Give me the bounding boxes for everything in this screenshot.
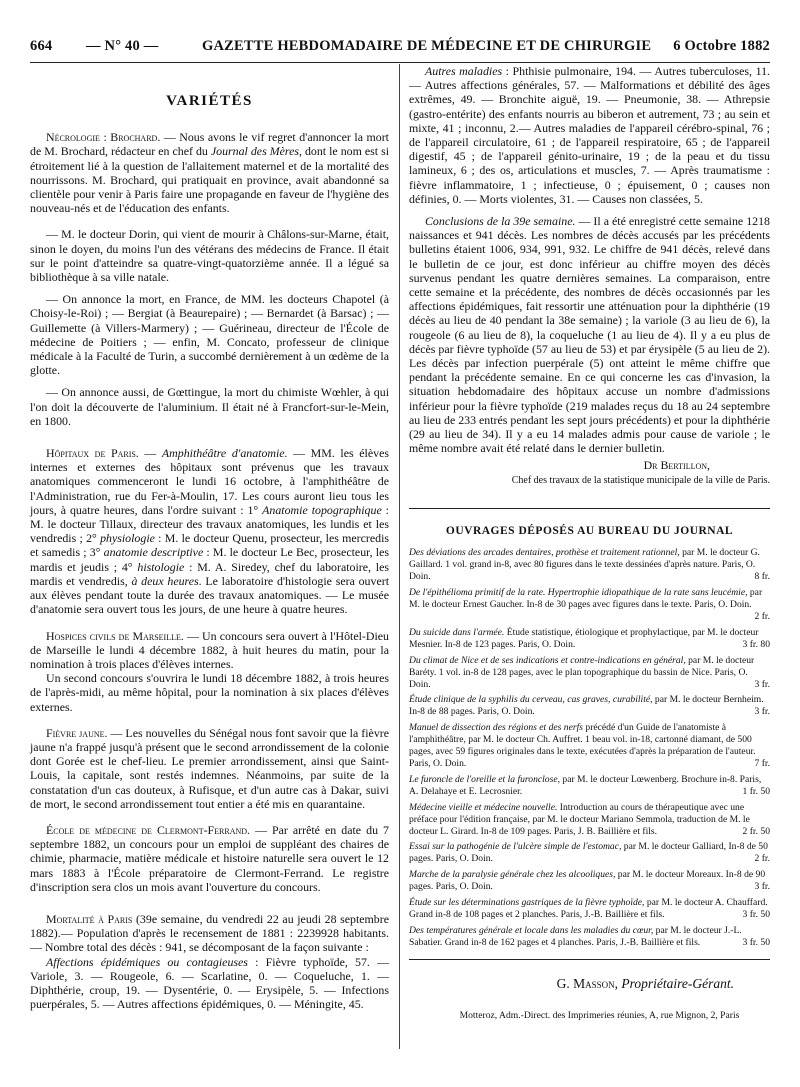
ouvrage-entry [409, 587, 770, 623]
chapotel-paragraph: — On annonce la mort, en France, de MM. les docteurs Chapotel (à Choisy-le-Roi) ; — Bergiat (à Beaurepaire) ; — Bernardet (à Barsac) ; — Guillemette (à Villers-Marmery) ; — Guérineau, directeur de l'École de médecine de Poitiers ; — enfin, M. Concato, professeur de clinique médicale à la Faculté de Turin, a succombé dernièrement à un œdème de la glotte. [30, 292, 389, 378]
ouvrage-entry [409, 802, 770, 838]
ouvrage-price: 2 fr. 50 [742, 825, 770, 837]
ouvrage-title: Manuel de dissection des régions et des nerfs [409, 722, 583, 734]
necrologie-lead: Nécrologie : Brochard. [46, 130, 161, 145]
ouvrage-title: Des températures générale et locale dans les maladies du cœur, [409, 924, 654, 936]
marseille-paragraph [30, 629, 389, 672]
mortalite-lead: Mortalité à Paris [46, 911, 133, 926]
course-5-text: . Le laboratoire d'histologie sera ouvert aux élèves pendant toute la durée des travaux anatomiques. — Le musée d'anatomie sera ouvert tous les jours, de une heure à quatre heures. [30, 573, 389, 617]
column-divider [399, 64, 400, 1049]
fievre-paragraph [30, 726, 389, 811]
ouvrage-entry [409, 627, 770, 651]
marseille-paragraph-2: Un second concours s'ouvrira le lundi 18 décembre 1882, à trois heures de l'après-midi, au même hôpital, pour la nomination à six places d'élèves externes. [30, 671, 389, 714]
gerant-role: Propriétaire-Gérant. [621, 975, 734, 991]
ouvrage-entry [409, 841, 770, 865]
clermont-text: — Par arrêté en date du 7 septembre 1882, un concours pour un emploi de suppléant des chaires de chimie, pharmacie, matière médicale et histoire naturelle sera ouvert le 12 mars 1883 à l'École préparatoire de Clermont-Ferrand. Le registre d'inscription sera clos un mois avant l'ouverture du concours. [30, 822, 390, 894]
ouvrage-title: Étude clinique de la syphilis du cerveau, cas graves, curabilité, [409, 694, 653, 706]
conclusions-paragraph [409, 214, 770, 455]
ouvrage-price: 3 fr. [754, 678, 770, 690]
ouvrage-details: par M. le docteur Lœwenberg. Brochure in-8. Paris, A. Delahaye et E. Lecrosnier. [409, 773, 762, 797]
page-number: 664 [30, 38, 53, 54]
ouvrage-details: par M. le docteur Bernheim. In-8 de 88 pages. Paris, O. Doin. [409, 694, 764, 718]
mortalite-paragraph [30, 912, 389, 955]
ouvrage-title: De l'épithélioma primitif de la rate. Hypertrophie idiopathique de la rate sans leucémie, [409, 587, 748, 599]
issue-date: 6 Octobre 1882 [673, 38, 770, 54]
hopitaux-paragraph [30, 446, 389, 616]
ouvrage-entry [409, 655, 770, 691]
fievre-text: — Les nouvelles du Sénégal nous font savoir que la fièvre jaune n'a frappé jusqu'à présent que le second arrondissement de la colonie dont Gorée est le chef-lieu. Le premier arrondissement, ainsi que Saint-Louis, la capitale, sont restés indemnes. Néanmoins, par suite de la constatation d'un cas douteux, à Rufisque, et d'un autre cas à Dakar, suivi de mort, le second arrondissement tout entier a été mis en quarantaine. [30, 725, 389, 811]
ouvrage-details: par M. le docteur G. Gaillard. 1 vol. grand in-8, avec 80 figures dans le texte dessinées d'après nature. Paris, O. Doin. [409, 547, 760, 583]
header-rule [30, 62, 770, 63]
ouvrage-entry [409, 722, 770, 770]
course-2: physiologie [100, 531, 155, 546]
section-title: VARIÉTÉS [166, 93, 253, 109]
ouvrage-price: 3 fr. 50 [742, 908, 770, 920]
ouvrage-entry [409, 869, 770, 893]
journal-title: GAZETTE HEBDOMADAIRE DE MÉDECINE ET DE CHIRURGIE [202, 38, 652, 54]
ouvrage-title: Du climat de Nice et de ses indications et contre-indications en général, [409, 654, 686, 666]
affections-lead: Affections épidémiques ou contagieuses [46, 954, 248, 969]
hopitaux-sub: Amphithéâtre d'anatomie. [161, 446, 288, 461]
dorin-paragraph: — M. le docteur Dorin, qui vient de mourir à Châlons-sur-Marne, était, sinon le doyen, du moins l'un des vétérans des médecins de France. Il était sur le point d'atteindre sa quatre-vingt-quatorzième année. Il a légué sa bibliothèque à sa ville natale. [30, 227, 389, 285]
ouvrage-price: 3 fr. 50 [742, 936, 770, 948]
clermont-paragraph [30, 823, 389, 894]
necrologie-text-a: — Nous avons le vif regret d'annoncer la mort de M. Brochard, rédacteur en chef du [30, 130, 389, 159]
journal-des-meres: Journal des Mères [210, 144, 299, 159]
ouvrage-price: 3 fr. [754, 706, 770, 718]
woehler-paragraph: — On annonce aussi, de Gœttingue, la mort du chimiste Wœhler, à qui l'on doit la découverte de l'aluminium. Il était né à Francfort-sur-le-Mein, en 1800. [30, 385, 389, 428]
ouvrage-price: 7 fr. [754, 757, 770, 769]
ouvrage-price: 2 fr. [754, 853, 770, 865]
ouvrage-price: 3 fr. 80 [742, 638, 770, 650]
ouvrage-details: par M. le docteur Galliard, In-8 de 50 pages. Paris, O. Doin. [409, 841, 768, 865]
course-5: à deux heures [131, 573, 199, 588]
marseille-text: — Un concours sera ouvert à l'Hôtel-Dieu de Marseille le lundi 4 décembre 1882, à huit heures du matin, pour la nomination à trois places d'élèves internes. [30, 628, 389, 671]
ouvrage-details: par M. le docteur Ernest Gaucher. In-8 de 30 pages avec figures dans le texte. Paris, O. Doin. [409, 587, 763, 611]
ouvrage-title: Médecine vieille et médecine nouvelle. [409, 801, 558, 813]
ouvrage-title: Des déviations des arcades dentaires, prothèse et traitement rationnel, [409, 547, 680, 559]
right-column [409, 64, 770, 1021]
ouvrage-title: Du suicide dans l'armée. [409, 626, 505, 638]
ouvrage-details: par M. le docteur J.-L. Sabatier. Grand in-8 de 162 pages et 4 planches. Paris, J.-B. Baillière et fils. [409, 924, 742, 948]
conclusions-text: — Il a été enregistré cette semaine 1218 naissances et 941 décès. Les nombres de décès accusés par les précédents bulletins étaient 1006, 934, 991, 932. Le chiffre de 941 décès, relevé dans le bulletin de ce jour, est donc inférieur au chiffre moyen des décès survenus pendant les quatre dernières semaines. La comparaison, entre cette semaine et la précédente, des nombres de décès occasionnés par les affections épidémiques, fait ressortir une atténuation pour la diphthérie (19 décès au lieu de 40 pendant la 38e semaine) ; la variole (3 au lieu de 6), la rougeole (6 au lieu de 8), la coqueluche (1 au lieu de 4). Il y a eu plus de décès par fièvre typhoïde (57 au lieu de 53) et par érysipèle (5 au lieu de 2). Les décès par infection puerpérale (5) ont atteint le même chiffre que pendant la précédente semaine. En ce qui concerne les cas d'invasion, la situation hebdomadaire des hôpitaux accuse un nombre d'admissions inférieur pour la fièvre typhoïde (219 malades reçus du 18 au 24 septembre au lieu de 233 entrés pendant les sept jours précédents) et pour la diphthérie (29 au lieu de 34). Il y a eu 14 malades admis pour cause de variole ; le même nombre avait été relaté dans le dernier bulletin. [409, 214, 770, 456]
course-3: anatomie descriptive [103, 545, 204, 560]
ouvrage-entry [409, 897, 770, 921]
ouvrage-details: par M. le docteur A. Chauffard. Grand in-8 de 108 pages et 2 planches. Paris, J.-B. Baillière et fils. [409, 897, 768, 920]
ouvrage-details: Étude statistique, étiologique et prophylactique, par M. le docteur Mesnier. In-8 de 123 pages. Paris, O. Doin. [409, 626, 759, 650]
affections-paragraph [30, 955, 389, 1012]
ouvrage-entry [409, 925, 770, 949]
ouvrage-price: 2 fr. [754, 611, 770, 623]
affections-text: : Fièvre typhoïde, 57. — Variole, 3. — Rougeole, 6. — Scarlatine, 0. — Coqueluche, 1. — Diphthérie, croup, 19. — Dysentérie, 0. — Erysipèle, 5. — Infections puerpérales, 5. — Autres affections épidémiques, 0. — Méningite, 45. [30, 954, 390, 1012]
course-4-text: : M. A. Siredey, chef du laboratoire, les mardis et vendredis, [30, 559, 390, 588]
ouvrage-details: par M. le docteur Moreaux. In-8 de 90 pages. Paris, O. Doin. [409, 869, 766, 893]
imprimeur-line: Motteroz, Adm.-Direct. des Imprimeries réunies, A, rue Mignon, 2, Paris [459, 1009, 740, 1021]
running-header [30, 38, 770, 60]
ouvrage-entry [409, 547, 770, 583]
ouvrage-title: Marche de la paralysie générale chez les alcooliques, [409, 869, 616, 881]
autres-lead: Autres maladies [425, 64, 503, 78]
footer-rule [409, 959, 770, 960]
ouvrage-price: 3 fr. [754, 881, 770, 893]
ouvrage-title: Étude sur les déterminations gastriques de la fièvre typhoïde, [409, 897, 645, 909]
autres-maladies-paragraph [409, 64, 770, 206]
hopitaux-dash: — [138, 446, 162, 461]
necrologie-paragraph [30, 130, 389, 215]
hopitaux-text: — MM. les élèves internes et externes des hôpitaux sont prévenus que les travaux anatomiques commenceront le lundi 16 octobre, à l'amphithéâtre de l'Administration, rue du Fer-à-Moulin, 17. Les cours auront lieu tous les jours, à quatre heures, dans l'ordre suivant : 1° [30, 446, 389, 517]
course-4: histologie [137, 559, 185, 574]
mortalite-text: (39e semaine, du vendredi 22 au jeudi 28 septembre 1882).— Population d'après le recensement de 1881 : 2239928 habitants. — Nombre total des décès : 941, se décomposant de la façon suivante : [30, 911, 389, 955]
ouvrage-entry [409, 774, 770, 798]
ouvrage-title: Le furoncle de l'oreille et la furonclose, [409, 773, 560, 785]
ouvrages-list [409, 547, 770, 948]
course-3-text: : M. le docteur Le Bec, prosecteur, les mardis et jeudis ; 4° [30, 545, 389, 574]
ouvrage-details: précédé d'un Guide de l'anatomiste à l'amphithéâtre, par M. le docteur Ch. Auffret. 1 beau vol. in-18, cartonné diamant, de 500 pages, avec 59 figures originales dans le texte, exécutées d'après la préparation de l'auteur. Paris, O. Doin. [409, 722, 756, 769]
ouvrage-price: 8 fr. [754, 571, 770, 583]
conclusions-lead: Conclusions de la 39e semaine. [425, 214, 576, 229]
signature-role: Chef des travaux de la statistique municipale de la ville de Paris. [511, 475, 770, 487]
hopitaux-lead: Hôpitaux de Paris. [46, 446, 139, 461]
course-2-text: : M. le docteur Quenu, prosecteur, les mercredis et samedis ; 3° [30, 531, 390, 560]
ouvrage-details: Introduction au cours de thérapeutique avec une préface pour l'édition française, par M. le docteur Mariano Semmola, traduction de M. le docteur L. Girard. In-8 de 109 pages. Paris, J. B. Baillière et fils. [409, 801, 750, 837]
ouvrage-entry [409, 694, 770, 718]
ouvrage-details: par M. le docteur Baréty. 1 vol. in-8 de 128 pages, avec le plan topographique du bassin de Nice. Paris, O. Doin. [409, 654, 755, 690]
course-1-text: : M. le docteur Tillaux, directeur des travaux anatomiques, les lundis et les vendredis ; 2° [30, 502, 389, 546]
fievre-lead: Fièvre jaune. [46, 725, 108, 740]
gerant-name: G. Masson, [556, 975, 619, 991]
ouvrage-price: 1 fr. 50 [742, 785, 770, 797]
gerant [409, 976, 770, 992]
necrologie-text-b: , dont le nom est si étroitement lié à la question de l'allaitement maternel et de la mortalité des nourrissons. M. Brochard, qui pratiquait en province, avait abandonné sa clientèle pour venir à Paris faire une propagande en faveur de l'hygiène des nouveau-nés et de l'éducation des enfants. [30, 144, 389, 216]
ouvrage-title: Essai sur la pathogénie de l'ulcère simple de l'estomac, [409, 841, 622, 853]
issue-number: — N° 40 — [86, 38, 159, 54]
marseille-lead: Hospices civils de Marseille. [46, 628, 184, 643]
ouvrages-title: OUVRAGES DÉPOSÉS AU BUREAU DU JOURNAL [409, 508, 770, 537]
signature-name: Dr Bertillon, [643, 458, 710, 473]
left-column [30, 64, 389, 1011]
course-1: Anatomie topographique [262, 502, 382, 517]
clermont-lead: École de médecine de Clermont-Ferrand. [46, 822, 251, 837]
autres-text: : Phthisie pulmonaire, 194. — Autres tuberculoses, 11. — Autres affections générales, 57. — Malformations et débilité des âges extrêmes, 49. — Bronchite aiguë, 19. — Pneumonie, 38. — Athrepsie (gastro-entérite) des enfants nourris au biberon et autrement, 73 ; au sein et mixte, 41 ; inconnu, 2.— Autres maladies de l'appareil cérébro-spinal, 76 ; de l'appareil circulatoire, 61 ; de l'appareil respiratoire, 65 ; de l'appareil digestif, 45 ; de l'appareil génito-urinaire, 19 ; de la peau et du tissu lamineux, 6 ; des os, articulations et muscles, 7. — Après traumatisme : fièvre inflammatoire, 1 ; infectieuse, 0 ; épuisement, 0 ; causes non définies, 0. — Morts violentes, 31. — Causes non classées, 5. [409, 64, 770, 206]
